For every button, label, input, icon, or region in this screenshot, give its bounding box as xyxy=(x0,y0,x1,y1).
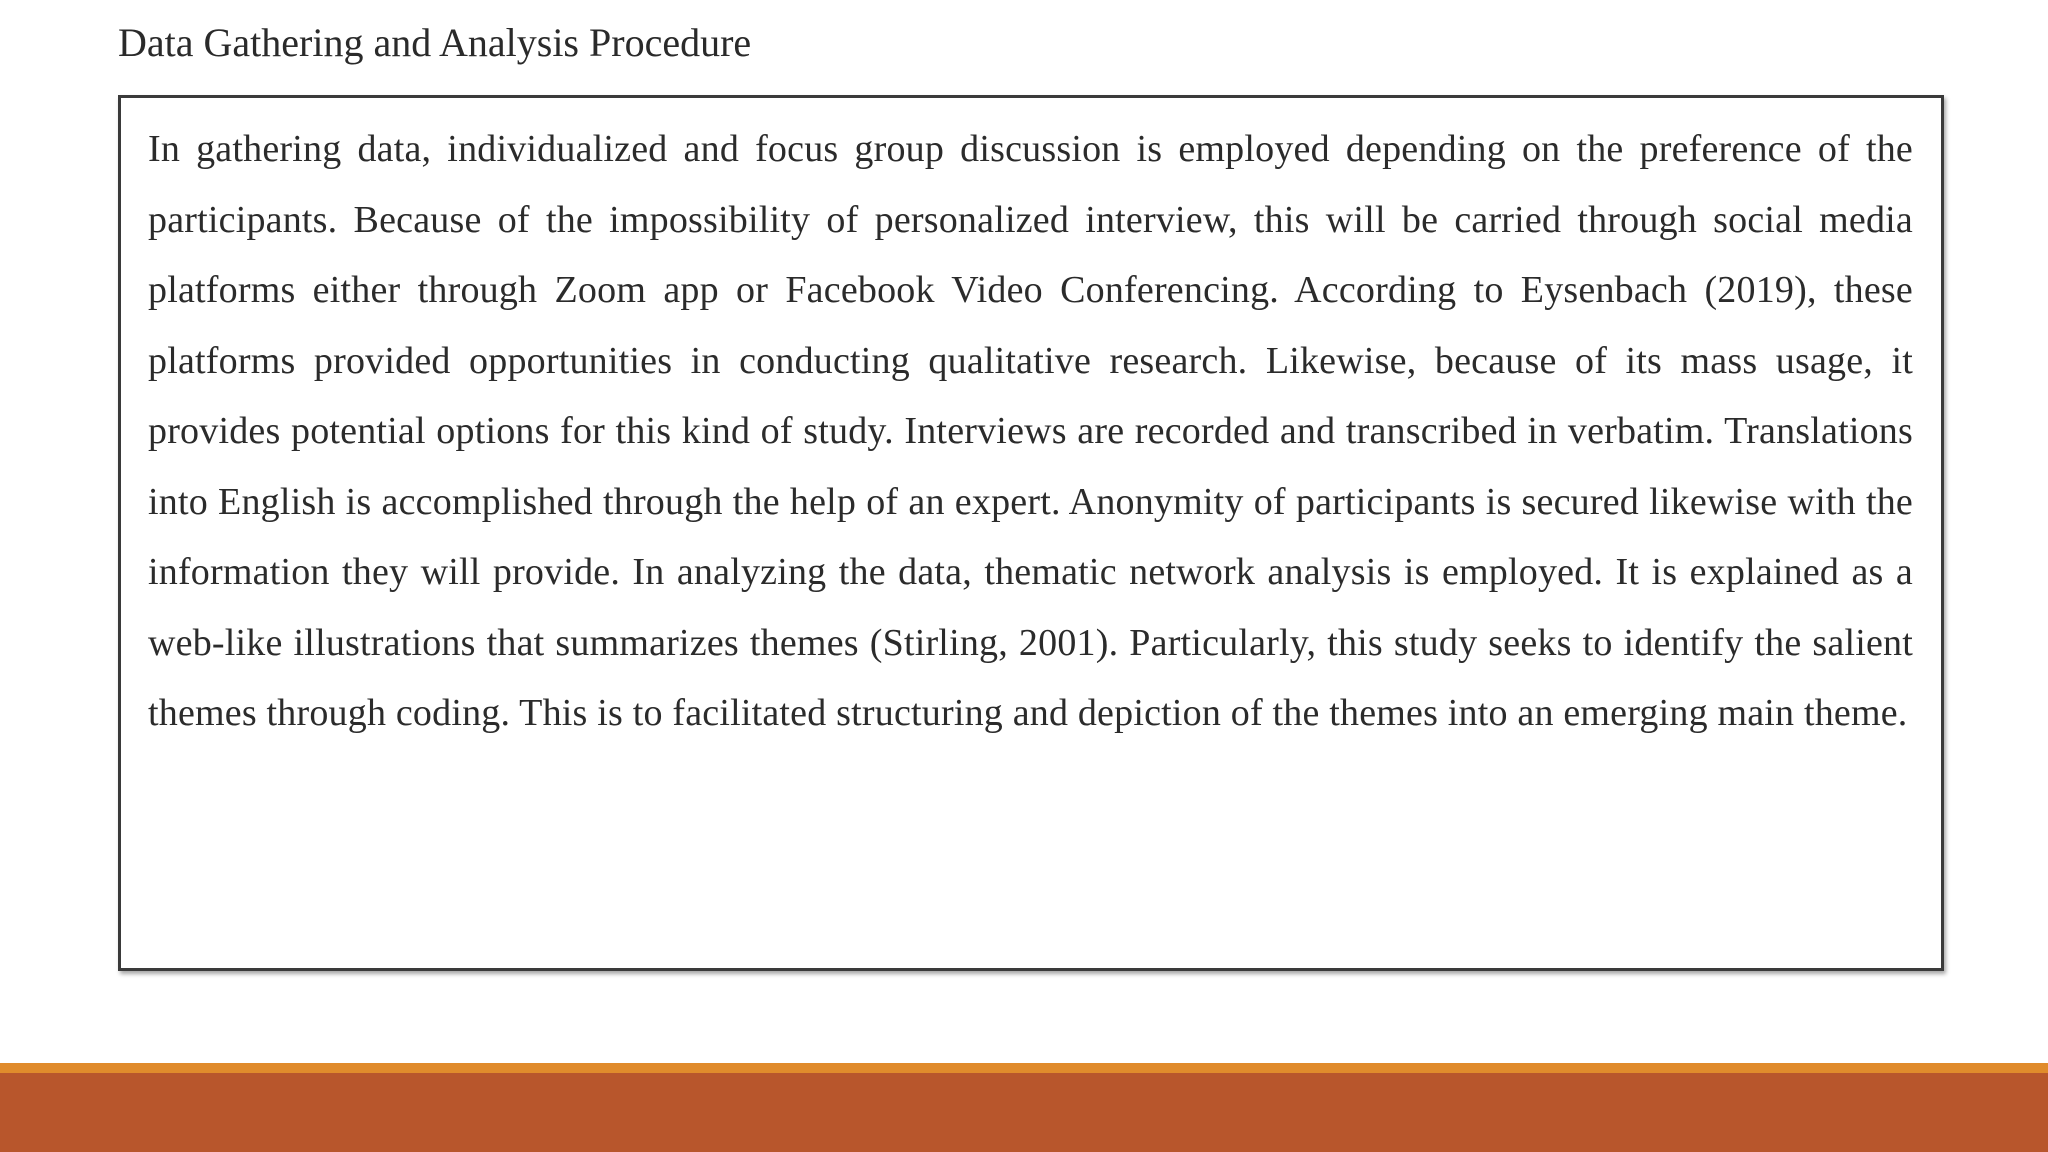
footer-accent-stripe xyxy=(0,1063,2048,1073)
text-box xyxy=(118,95,1944,971)
clipped-heading-line xyxy=(118,20,2018,81)
clipped-heading-text: Data Gathering and Analysis Procedure xyxy=(118,20,752,65)
body-paragraph: In gathering data, individualized and focus group discussion is employed depending on the preference of the participants. Because of the impossibility of personalized interview, this will be carried through social media platforms either through Zoom app or Facebook Video Conferencing. According to Eysenbach (2019), these platforms provided opportunities in conducting qualitative research. Likewise, because of its mass usage, it provides potential options for this kind of study. Interviews are recorded and transcribed in verbatim. Translations into English is accomplished through the help of an expert. Anonymity of participants is secured likewise with the information they will provide. In analyzing the data, thematic network analysis is employed. It is explained as a web-like illustrations that summarizes themes (Stirling, 2001). Particularly, this study seeks to identify the salient themes through coding. This is to facilitated structuring and depiction of the themes into an emerging main theme. xyxy=(148,128,1913,734)
footer-bar xyxy=(0,1073,2048,1152)
